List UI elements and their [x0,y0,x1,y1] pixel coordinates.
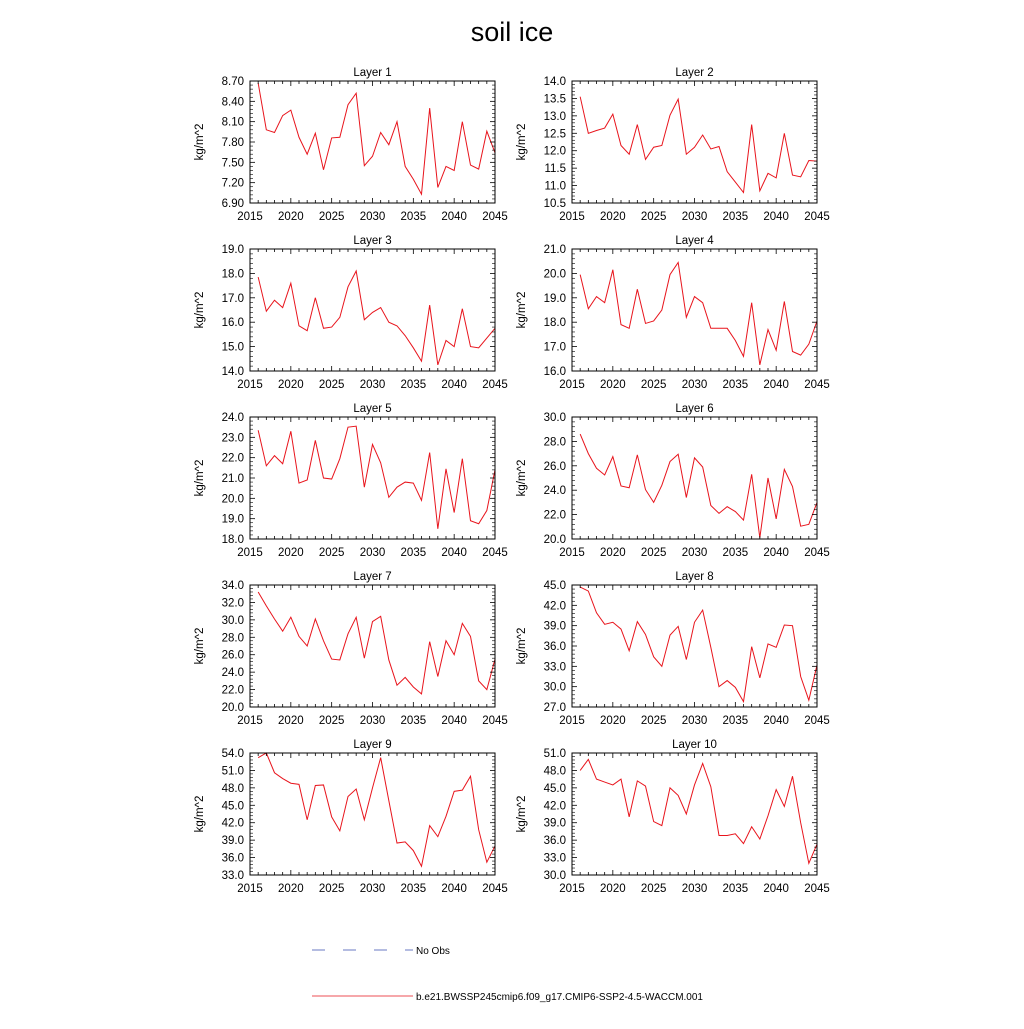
y-tick-label: 30.0 [543,412,566,424]
figure-title: soil ice [470,17,554,47]
x-tick-label: 2040 [441,715,467,727]
y-tick-label: 7.80 [221,137,244,149]
y-tick-label: 10.5 [543,198,566,210]
y-tick-label: 21.0 [221,473,244,485]
x-tick-label: 2015 [559,379,585,391]
y-tick-label: 24.0 [221,412,244,424]
y-tick-label: 36.0 [543,641,566,653]
plot-frame [250,417,495,539]
x-tick-label: 2025 [318,211,345,223]
chart-layer-2 [516,67,830,223]
x-tick-label: 2015 [237,715,263,727]
series-line [580,97,817,193]
y-tick-label: 26.0 [543,460,566,473]
y-tick-label: 15.0 [221,341,244,354]
x-tick-label: 2035 [722,715,749,727]
x-tick-label: 2035 [400,715,427,727]
y-axis-label: kg/m^2 [516,795,528,833]
x-tick-label: 2045 [482,715,508,727]
x-tick-label: 2035 [400,211,427,223]
y-tick-label: 8.70 [221,76,244,88]
x-tick-label: 2020 [600,715,626,727]
chart-title: Layer 9 [353,739,392,751]
y-tick-label: 13.5 [543,93,566,106]
chart-layer-9 [194,739,508,895]
plot-frame [250,585,495,707]
chart-layer-10 [516,739,830,895]
x-tick-label: 2040 [763,379,789,391]
x-tick-label: 2030 [359,211,386,223]
chart-title: Layer 1 [353,67,392,79]
x-tick-label: 2030 [681,883,708,895]
x-tick-label: 2035 [400,883,427,895]
x-tick-label: 2045 [804,379,830,391]
y-tick-label: 11.0 [544,180,566,193]
series-line [580,759,817,863]
y-tick-label: 14.0 [221,366,244,378]
y-tick-label: 18.0 [221,534,244,546]
x-tick-label: 2030 [681,379,708,391]
x-tick-label: 2045 [804,211,830,223]
chart-title: Layer 6 [675,403,714,415]
x-tick-label: 2045 [482,379,508,391]
x-tick-label: 2040 [763,715,789,727]
x-tick-label: 2020 [600,547,626,559]
y-axis-label: kg/m^2 [194,459,206,497]
y-tick-label: 19.0 [221,513,244,526]
y-tick-label: 24.0 [221,667,244,680]
y-tick-label: 28.0 [221,632,244,645]
y-axis-label: kg/m^2 [516,459,528,497]
y-tick-label: 12.0 [543,145,566,158]
y-tick-label: 34.0 [221,580,244,592]
x-tick-label: 2015 [559,547,585,559]
y-tick-label: 33.0 [543,661,566,674]
y-axis-label: kg/m^2 [194,795,206,833]
x-tick-label: 2020 [600,211,626,223]
y-tick-label: 48.0 [543,765,566,778]
y-tick-label: 23.0 [221,432,244,445]
x-tick-label: 2035 [722,211,749,223]
x-tick-label: 2020 [278,715,304,727]
y-tick-label: 27.0 [543,702,566,714]
y-tick-label: 20.0 [543,268,566,281]
y-tick-label: 12.5 [543,128,566,141]
plot-frame [572,417,817,539]
chart-title: Layer 4 [675,235,714,247]
series-line [580,587,817,702]
y-tick-label: 42.0 [543,600,566,613]
x-tick-label: 2020 [278,883,304,895]
series-line [258,83,495,194]
y-tick-label: 26.0 [221,649,244,662]
y-tick-label: 24.0 [543,485,566,498]
chart-title: Layer 2 [675,67,714,79]
x-tick-label: 2030 [681,211,708,223]
series-line [580,434,817,538]
y-tick-label: 42.0 [543,800,566,813]
y-tick-label: 51.0 [221,765,244,778]
y-tick-label: 7.50 [221,157,244,170]
y-tick-label: 20.0 [543,534,566,546]
y-tick-label: 22.0 [543,509,566,522]
y-axis-label: kg/m^2 [194,123,206,161]
x-tick-label: 2015 [237,379,263,391]
y-tick-label: 16.0 [543,366,566,378]
x-tick-label: 2025 [318,547,345,559]
y-tick-label: 13.0 [543,110,566,123]
y-tick-label: 14.0 [543,76,566,88]
legend-label: No Obs [416,946,450,957]
x-tick-label: 2035 [722,883,749,895]
x-tick-label: 2025 [318,379,345,391]
x-tick-label: 2025 [640,211,667,223]
x-tick-label: 2025 [318,715,345,727]
y-tick-label: 48.0 [221,782,244,795]
plot-frame [250,753,495,875]
chart-title: Layer 5 [353,403,392,415]
y-tick-label: 28.0 [543,436,566,449]
y-tick-label: 22.0 [221,684,244,697]
x-tick-label: 2015 [559,715,585,727]
y-tick-label: 22.0 [221,452,244,465]
y-tick-label: 17.0 [221,292,244,305]
plot-frame [250,81,495,203]
x-tick-label: 2015 [237,547,263,559]
y-tick-label: 21.0 [543,244,566,256]
y-axis-label: kg/m^2 [194,627,206,665]
x-tick-label: 2045 [804,547,830,559]
chart-title: Layer 10 [672,739,717,751]
series-line [580,262,817,364]
plot-frame [572,249,817,371]
x-tick-label: 2030 [359,715,386,727]
x-tick-label: 2040 [441,379,467,391]
chart-title: Layer 3 [353,235,392,247]
x-tick-label: 2025 [640,883,667,895]
x-tick-label: 2030 [359,883,386,895]
legend-label: b.e21.BWSSP245cmip6.f09_g17.CMIP6-SSP2-4.5-WACCM.001 [416,992,703,1003]
x-tick-label: 2015 [237,883,263,895]
x-tick-label: 2025 [640,379,667,391]
x-tick-label: 2040 [441,211,467,223]
x-tick-label: 2025 [640,547,667,559]
x-tick-label: 2020 [278,211,304,223]
x-tick-label: 2035 [722,547,749,559]
y-tick-label: 51.0 [543,748,566,760]
y-tick-label: 17.0 [543,341,566,354]
y-tick-label: 19.0 [543,292,566,305]
y-tick-label: 18.0 [221,268,244,281]
series-line [258,753,495,866]
x-tick-label: 2040 [441,547,467,559]
y-axis-label: kg/m^2 [516,291,528,329]
x-tick-label: 2030 [359,379,386,391]
chart-layer-3 [194,235,508,391]
y-tick-label: 45.0 [543,782,566,795]
y-tick-label: 6.90 [221,198,244,210]
x-tick-label: 2035 [400,379,427,391]
x-tick-label: 2020 [278,547,304,559]
y-tick-label: 36.0 [221,852,244,865]
chart-title: Layer 7 [353,571,392,583]
x-tick-label: 2040 [763,883,789,895]
x-tick-label: 2045 [804,715,830,727]
y-tick-label: 33.0 [221,870,244,882]
y-tick-label: 30.0 [221,614,244,627]
chart-layer-6 [516,403,830,559]
y-tick-label: 32.0 [221,597,244,610]
y-tick-label: 16.0 [221,317,244,330]
y-tick-label: 11.5 [544,163,566,176]
y-tick-label: 39.0 [221,835,244,848]
y-tick-label: 30.0 [543,681,566,694]
x-tick-label: 2035 [722,379,749,391]
chart-layer-8 [516,571,830,727]
y-tick-label: 19.0 [221,244,244,256]
y-tick-label: 39.0 [543,620,566,633]
y-tick-label: 54.0 [221,748,244,760]
plot-frame [572,81,817,203]
y-tick-label: 39.0 [543,817,566,830]
y-axis-label: kg/m^2 [194,291,206,329]
x-tick-label: 2045 [482,883,508,895]
x-tick-label: 2030 [681,547,708,559]
x-tick-label: 2035 [400,547,427,559]
x-tick-label: 2020 [278,379,304,391]
plot-frame [572,753,817,875]
series-line [258,426,495,529]
y-tick-label: 8.10 [221,116,244,129]
x-tick-label: 2045 [482,547,508,559]
chart-layer-5 [194,403,508,559]
y-tick-label: 18.0 [543,317,566,330]
plot-frame [572,585,817,707]
chart-title: Layer 8 [675,571,714,583]
x-tick-label: 2025 [318,883,345,895]
series-line [258,592,495,694]
y-tick-label: 45.0 [543,580,566,592]
chart-layer-4 [516,235,830,391]
y-axis-label: kg/m^2 [516,123,528,161]
chart-layer-1 [194,67,508,223]
y-tick-label: 30.0 [543,870,566,882]
y-tick-label: 8.40 [221,96,244,109]
series-line [258,271,495,365]
y-tick-label: 20.0 [221,493,244,506]
y-tick-label: 42.0 [221,817,244,830]
x-tick-label: 2015 [559,883,585,895]
y-tick-label: 45.0 [221,800,244,813]
x-tick-label: 2040 [763,211,789,223]
x-tick-label: 2040 [441,883,467,895]
x-tick-label: 2020 [600,883,626,895]
y-tick-label: 36.0 [543,835,566,848]
plot-frame [250,249,495,371]
x-tick-label: 2045 [482,211,508,223]
x-tick-label: 2045 [804,883,830,895]
x-tick-label: 2030 [681,715,708,727]
x-tick-label: 2030 [359,547,386,559]
y-axis-label: kg/m^2 [516,627,528,665]
x-tick-label: 2020 [600,379,626,391]
x-tick-label: 2015 [237,211,263,223]
x-tick-label: 2040 [763,547,789,559]
y-tick-label: 20.0 [221,702,244,714]
x-tick-label: 2025 [640,715,667,727]
chart-layer-7 [194,571,508,727]
y-tick-label: 33.0 [543,852,566,865]
y-tick-label: 7.20 [221,177,244,190]
x-tick-label: 2015 [559,211,585,223]
legend [312,946,703,1003]
